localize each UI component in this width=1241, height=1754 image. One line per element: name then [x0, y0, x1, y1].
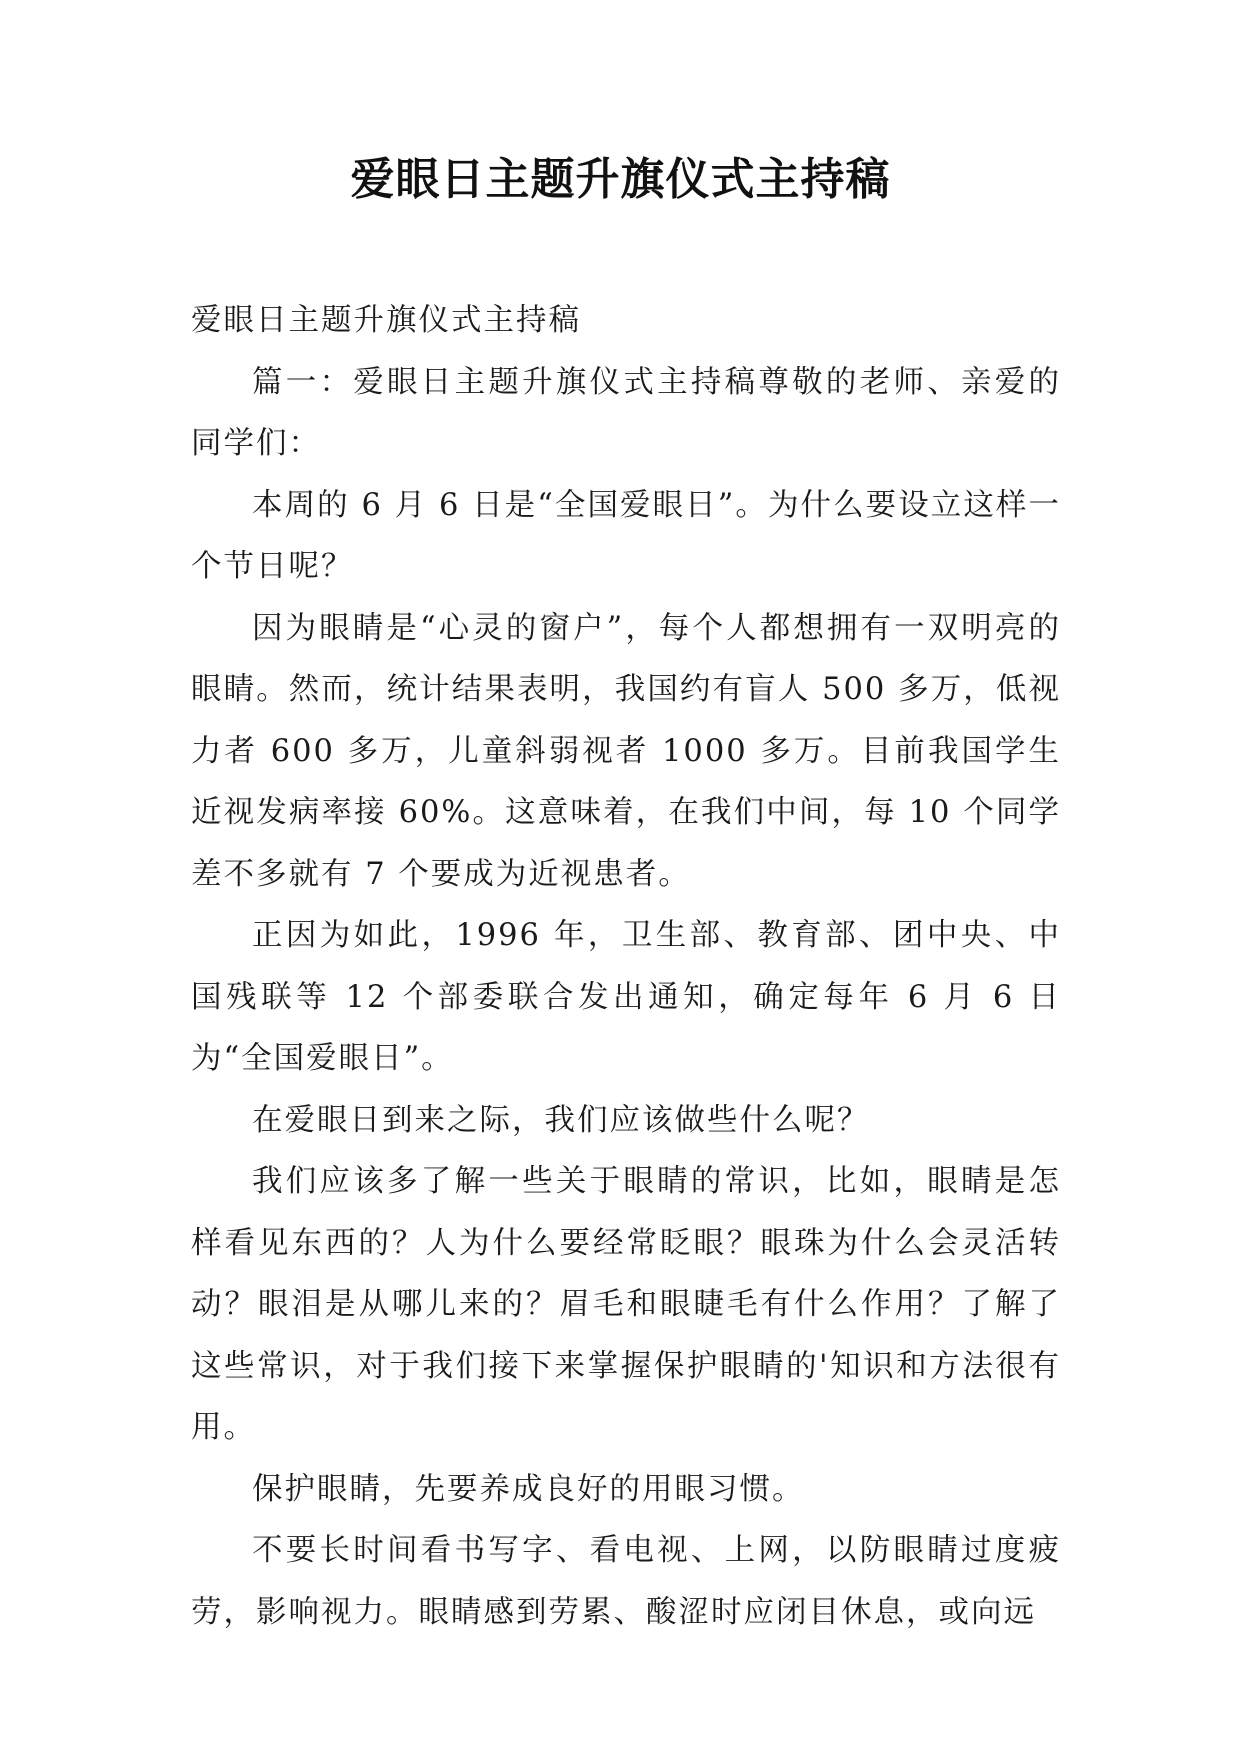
paragraph: 不要长时间看书写字、看电视、上网，以防眼睛过度疲劳，影响视力。眼睛感到劳累、酸涩时应闭目休息，或向远	[191, 1533, 1061, 1630]
paragraph: 本周的 6 月 6 日是“全国爱眼日”。为什么要设立这样一个节日呢？	[191, 487, 1061, 584]
paragraph-heading: 爱眼日主题升旗仪式主持稿	[191, 303, 581, 338]
paragraph: 篇一：爱眼日主题升旗仪式主持稿尊敬的老师、亲爱的同学们：	[191, 364, 1061, 461]
document-body	[191, 290, 1061, 1643]
paragraph: 在爱眼日到来之际，我们应该做些什么呢？	[252, 1102, 870, 1138]
document-title: 爱眼日主题升旗仪式主持稿	[350, 154, 891, 205]
paragraph: 保护眼睛，先要养成良好的用眼习惯。	[252, 1471, 805, 1507]
paragraph: 正因为如此，1996 年，卫生部、教育部、团中央、中国残联等 12 个部委联合发出通知，确定每年 6 月 6 日为“全国爱眼日”。	[191, 918, 1061, 1076]
paragraph: 因为眼睛是“心灵的窗户”，每个人都想拥有一双明亮的眼睛。然而，统计结果表明，我国约有盲人 500 多万，低视力者 600 多万，儿童斜弱视者 1000 多万。目前我国学生近视发病率接 60%。这意味着，在我们中间，每 10 个同学差不多就有 7 个要成为近视患者。	[191, 610, 1061, 892]
paragraph: 我们应该多了解一些关于眼睛的常识，比如，眼睛是怎样看见东西的？人为什么要经常眨眼？眼珠为什么会灵活转动？眼泪是从哪儿来的？眉毛和眼睫毛有什么作用？了解了这些常识，对于我们接下来掌握保护眼睛的'知识和方法很有用。	[191, 1164, 1061, 1445]
